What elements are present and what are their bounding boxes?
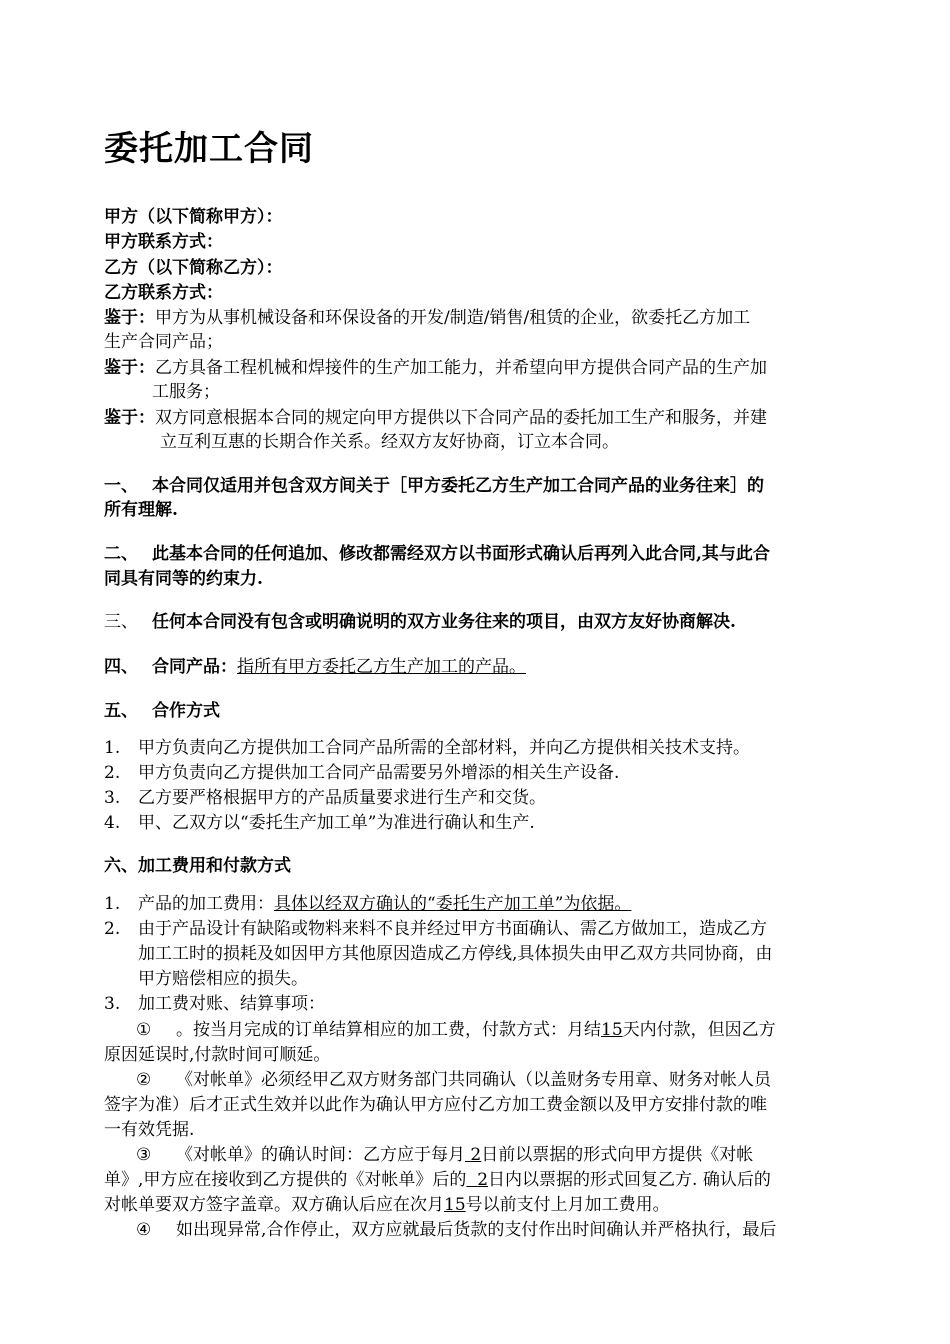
- clause-1: [136, 1018, 776, 1042]
- section-3: [104, 610, 736, 634]
- party-a: 甲方（以下简称甲方）：: [104, 207, 283, 227]
- whereas-3: [104, 406, 767, 430]
- section-2-cont: 同具有同等的约束力.: [104, 569, 263, 589]
- whereas-2-cont: 工服务；: [152, 382, 220, 402]
- list-number: 3.: [104, 994, 121, 1014]
- clause-2-cont: 签字为准）后才正式生效并以此作为确认甲方应付乙方加工费金额以及甲方安排付款的唯: [104, 1095, 767, 1115]
- whereas-label: 鉴于：: [104, 308, 155, 328]
- clause-day: 2: [470, 1145, 482, 1165]
- clause-marker: ④: [136, 1220, 152, 1240]
- list-number: 1.: [104, 894, 121, 914]
- list-number: 4.: [104, 813, 121, 833]
- list-text-cont: 甲方赔偿相应的损失。: [138, 969, 308, 989]
- clause-text: 号以前支付上月加工费用。: [465, 1195, 670, 1215]
- section-text: 任何本合同没有包含或明确说明的双方业务往来的项目，由双方友好协商解决.: [152, 612, 736, 632]
- clause-1-cont: 原因延误时,付款时间可顺延。: [104, 1045, 331, 1065]
- clause-marker: ②: [136, 1070, 152, 1090]
- clause-day: 15: [444, 1195, 466, 1215]
- section-value: 指所有甲方委托乙方生产加工的产品。: [237, 657, 526, 677]
- party-a-contact: 甲方联系方式：: [104, 232, 223, 252]
- list-number: 2.: [104, 919, 121, 939]
- section-number: 五、: [104, 701, 138, 721]
- list-item: [104, 992, 325, 1016]
- clause-day: 2: [477, 1170, 489, 1190]
- clause-text: 日前以票据的形式向甲方提供《对帐: [481, 1145, 754, 1165]
- clause-text: 。按当月完成的订单结算相应的加工费，付款方式：月结: [176, 1020, 601, 1040]
- list-label: 产品的加工费用：: [138, 894, 274, 914]
- list-text-cont: 加工工时的损耗及如因甲方其他原因造成乙方停线,具体损失由甲乙双方共同协商，由: [138, 944, 773, 964]
- list-value: 具体以经双方确认的“委托生产加工单”为依据。: [274, 894, 632, 914]
- list-item: [104, 736, 750, 760]
- list-text: 由于产品设计有缺陷或物料来料不良并经过甲方书面确认、需乙方做加工，造成乙方: [138, 919, 767, 939]
- section-text: 此基本合同的任何追加、修改都需经双方以书面形式确认后再列入此合同,其与此合: [152, 544, 770, 564]
- section-label: 合同产品：: [152, 657, 237, 677]
- section-title: 合作方式: [152, 701, 220, 721]
- clause-text: 《对帐单》的确认时间：乙方应于每月: [176, 1145, 465, 1165]
- clause-text: 日内以票据的形式回复乙方. 确认后的: [488, 1170, 771, 1190]
- clause-3-cont: [104, 1193, 670, 1217]
- section-6-title: 六、加工费用和付款方式: [104, 856, 291, 876]
- list-item: [104, 786, 546, 810]
- clause-days: 15: [601, 1020, 623, 1040]
- section-4: [104, 655, 526, 679]
- list-item: [104, 761, 619, 785]
- clause-text: 对帐单要双方签字盖章。双方确认后应在次月: [104, 1195, 444, 1215]
- list-number: 1.: [104, 738, 121, 758]
- section-number: 一、: [104, 476, 138, 496]
- list-item: [104, 892, 631, 916]
- clause-marker: ①: [136, 1020, 152, 1040]
- clause-text: 单》,甲方应在接收到乙方提供的《对帐单》后的: [104, 1170, 467, 1190]
- whereas-text: 甲方为从事机械设备和环保设备的开发/制造/销售/租赁的企业，欲委托乙方加工: [155, 308, 751, 328]
- list-text: 甲方负责向乙方提供加工合同产品所需的全部材料，并向乙方提供相关技术支持。: [138, 738, 750, 758]
- whereas-text: 双方同意根据本合同的规定向甲方提供以下合同产品的委托加工生产和服务，并建: [155, 408, 767, 428]
- clause-3-cont: [104, 1168, 771, 1192]
- section-number: 二、: [104, 544, 138, 564]
- clause-marker: ③: [136, 1145, 152, 1165]
- document-title: 委托加工合同: [104, 129, 314, 169]
- whereas-label: 鉴于：: [104, 408, 155, 428]
- clause-text: 《对帐单》必须经甲乙双方财务部门共同确认（以盖财务专用章、财务对帐人员: [176, 1070, 771, 1090]
- list-text: 甲、乙双方以“委托生产加工单”为准进行确认和生产.: [138, 813, 535, 833]
- section-5: [104, 699, 220, 723]
- party-b: 乙方（以下简称乙方）：: [104, 258, 283, 278]
- whereas-text: 乙方具备工程机械和焊接件的生产加工能力，并希望向甲方提供合同产品的生产加: [155, 358, 767, 378]
- section-1: [104, 474, 764, 498]
- whereas-2: [104, 356, 767, 380]
- list-number: 2.: [104, 763, 121, 783]
- whereas-label: 鉴于：: [104, 358, 155, 378]
- clause-2: [136, 1068, 771, 1092]
- clause-3: [136, 1143, 753, 1167]
- list-text: 乙方要严格根据甲方的产品质量要求进行生产和交货。: [138, 788, 546, 808]
- list-text: 加工费对账、结算事项：: [138, 994, 325, 1014]
- section-number: 三、: [104, 612, 138, 632]
- list-item: [104, 917, 767, 941]
- clause-4: [136, 1218, 776, 1242]
- whereas-1-cont: 生产合同产品；: [104, 332, 223, 352]
- whereas-1: [104, 306, 750, 330]
- section-text: 本合同仅适用并包含双方间关于［甲方委托乙方生产加工合同产品的业务往来］的: [152, 476, 764, 496]
- list-item: [104, 811, 535, 835]
- party-b-contact: 乙方联系方式：: [104, 283, 223, 303]
- list-text: 甲方负责向乙方提供加工合同产品需要另外增添的相关生产设备.: [138, 763, 620, 783]
- whereas-3-cont: 立互利互惠的长期合作关系。经双方友好协商，订立本合同。: [160, 432, 619, 452]
- list-number: 3.: [104, 788, 121, 808]
- clause-text: 如出现异常,合作停止，双方应就最后货款的支付作出时间确认并严格执行，最后: [176, 1220, 777, 1240]
- clause-2-cont: 一有效凭据.: [104, 1120, 195, 1140]
- section-2: [104, 542, 770, 566]
- section-1-cont: 所有理解.: [104, 500, 178, 520]
- section-number: 四、: [104, 657, 138, 677]
- clause-text: 天内付款，但因乙方: [622, 1020, 776, 1040]
